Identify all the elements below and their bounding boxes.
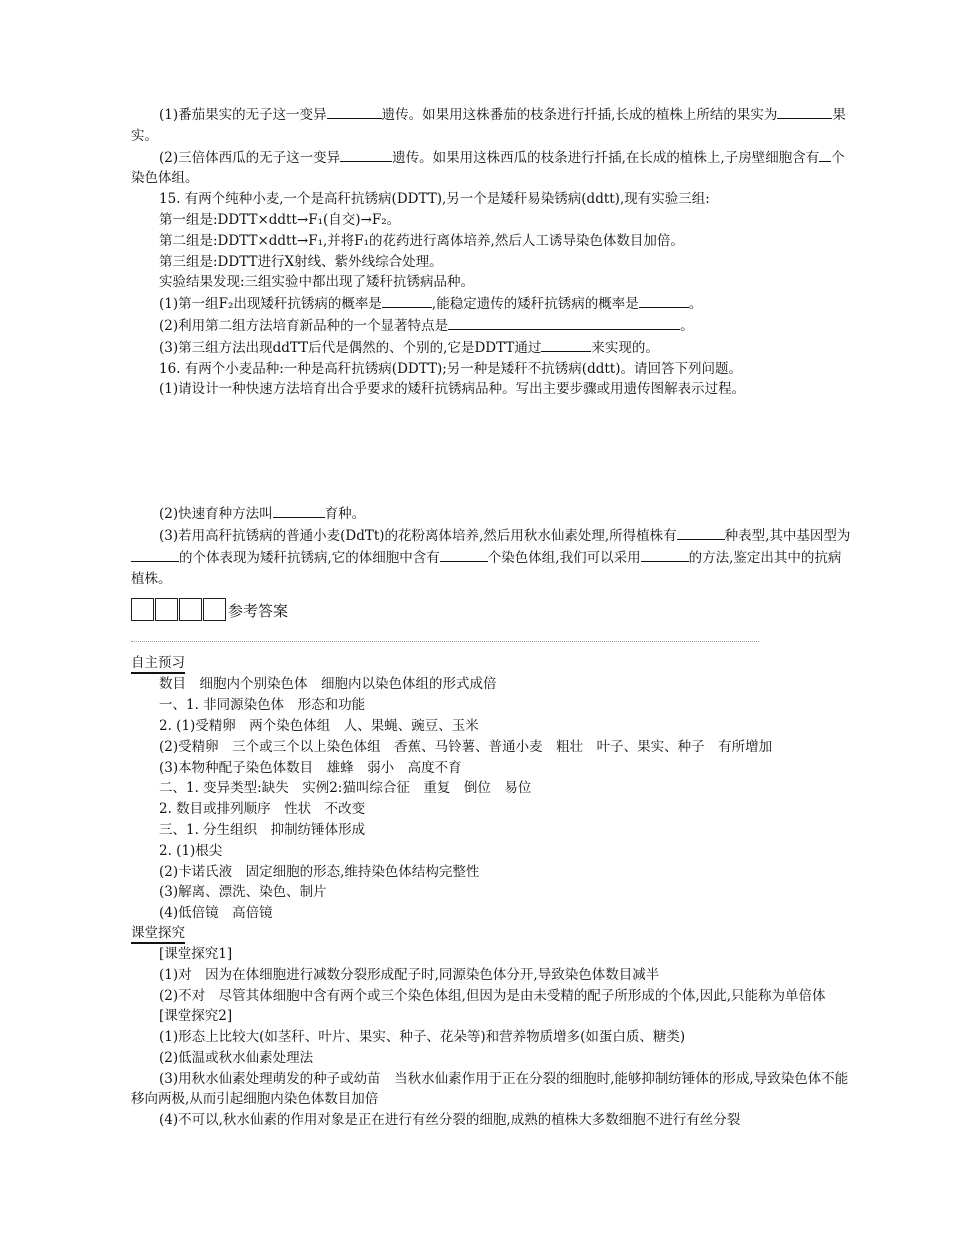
question-16-1: (1)请设计一种快速方法培育出合乎要求的矮秆抗锈病品种。写出主要步骤或用遗传图解表示过程。 [159,381,746,398]
answer-blank[interactable] [273,503,325,518]
answer-line: 二、1. 变异类型:缺失 实例2:猫叫综合征 重复 倒位 易位 [159,780,532,797]
decor-box [203,598,226,621]
question-16-intro: 16. 有两个小麦品种:一种是高秆抗锈病(DDTT);另一种是矮秆不抗锈病(ddtt)。请回答下列问题。 [159,360,742,377]
answer-line: (4)低倍镜 高倍镜 [159,905,273,922]
answer-line: (1)对 因为在体细胞进行减数分裂形成配子时,同源染色体分开,导致染色体数目减半 [159,966,660,983]
answer-line: (1)形态上比较大(如茎秆、叶片、果实、种子、花朵等)和营养物质增多(如蛋白质、糖类) [159,1029,686,1046]
answer-line: 一、1. 非同源染色体 形态和功能 [159,697,366,714]
answer-blank[interactable] [677,525,725,540]
text: 。 [688,296,703,313]
answer-line: (4)不可以,秋水仙素的作用对象是正在进行有丝分裂的细胞,成熟的植株大多数细胞不进行有丝分裂 [159,1112,741,1129]
answer-line: 数目 细胞内个别染色体 细胞内以染色体组的形式成倍 [159,676,497,693]
answer-line: 2. (1)根尖 [159,842,223,859]
section-label-preview: 自主预习 [131,654,185,674]
section-label-class-inquiry: 课堂探究 [131,924,185,944]
answer-blank[interactable] [448,315,680,330]
answer-line: (2)受精卵 三个或三个以上染色体组 香蕉、马铃薯、普通小麦 粗壮 叶子、果实、种子 有所增加 [159,738,773,755]
decor-box [155,598,178,621]
answer-blank[interactable] [541,337,591,352]
worksheet-page [131,104,853,1131]
text: (1)第一组F₂出现矮秆抗锈病的概率是 [159,296,382,313]
answer-line: (2)不对 尽管其体细胞中含有两个或三个染色体组,但因为是由未受精的配子所形成的个体,因此,只能称为单倍体 [159,987,826,1004]
text: (2)快速育种方法叫 [159,506,273,523]
text: 遗传。如果用这株西瓜的枝条进行扦插,在长成的植株上,子房壁细胞含有 [392,149,820,166]
text: 来实现的。 [591,339,659,356]
answer-blank[interactable] [641,547,689,562]
answer-line: 2. (1)受精卵 两个染色体组 人、果蝇、豌豆、玉米 [159,717,479,734]
question-15-group2: 第二组是:DDTT×ddtt→F₁,并将F₁的花药进行离体培养,然后人工诱导染色体数目加倍。 [159,232,684,249]
answer-blank[interactable] [639,293,689,308]
question-15-group3: 第三组是:DDTT进行X射线、紫外线综合处理。 [159,253,443,270]
answer-line: [课堂探究2] [159,1008,233,1025]
answer-blank[interactable] [777,104,832,119]
text: 果实。 [131,107,846,144]
answer-line: 三、1. 分生组织 抑制纺锤体形成 [159,821,366,838]
question-15-2 [131,315,853,337]
question-15-result: 实验结果发现:三组实验中都出现了矮秆抗锈病品种。 [159,274,475,291]
question-15-1 [131,293,853,315]
text: (3)第三组方法出现ddTT后代是偶然的、个别的,它是DDTT通过 [159,339,542,356]
answer-line: [课堂探究1] [159,945,233,962]
text: (2)利用第二组方法培育新品种的一个显著特点是 [159,317,449,334]
answer-line: (3)用秋水仙素处理萌发的种子或幼苗 当秋水仙素作用于正在分裂的细胞时,能够抑制纺锤体的形成,导致染色体不能移向两极,从而引起细胞内染色体数目加倍 [131,1070,849,1108]
text: 个染色体组。 [131,149,845,187]
question-15-3 [131,337,853,359]
question-14-2 [131,147,853,190]
answer-blank[interactable] [440,547,488,562]
text: 育种。 [324,506,366,523]
text: 个染色体组,我们可以采用 [487,549,641,566]
answer-line: (2)低温或秋水仙素处理法 [159,1049,314,1066]
text: (1)番茄果实的无子这一变异 [159,107,327,123]
decor-box [179,598,202,621]
answer-blank[interactable] [327,104,382,119]
answer-line: (3)解离、漂洗、染色、制片 [159,884,327,901]
answer-blank[interactable] [819,147,831,162]
text: 的个体表现为矮秆抗锈病,它的体细胞中含有 [179,549,440,566]
text: 种表型,其中基因型为 [724,527,851,544]
answer-line: (2)卡诺氏液 固定细胞的形态,维持染色体结构完整性 [159,863,480,880]
answer-blank[interactable] [131,547,179,562]
question-14-1 [131,104,853,147]
question-16-3 [131,525,853,589]
answer-line: 2. 数目或排列顺序 性状 不改变 [159,801,366,818]
text: 。 [680,317,694,334]
text: 的方法,鉴定出其中的抗病植株。 [131,549,842,587]
question-15-intro: 15. 有两个纯种小麦,一个是高秆抗锈病(DDTT),另一个是矮秆易染锈病(ddtt),现有实验三组: [159,191,710,208]
answer-section [131,642,853,1131]
answer-blank[interactable] [340,147,392,162]
answer-space[interactable] [131,400,853,503]
answer-line: (3)本物种配子染色体数目 雄蜂 弱小 高度不育 [159,759,462,776]
text: (3)若用高秆抗锈病的普通小麦(DdTt)的花粉离体培养,然后用秋水仙素处理,所得植株有 [159,527,677,544]
answer-title: 参考答案 [228,602,289,621]
text: 遗传。如果用这株番茄的枝条进行扦插,长成的植株上所结的果实为 [381,107,778,123]
text: ,能稳定遗传的矮秆抗锈病的概率是 [431,296,639,313]
decor-box [131,598,154,621]
text: (2)三倍体西瓜的无子这一变异 [159,149,341,166]
answer-header [131,598,853,621]
answer-blank[interactable] [382,293,432,308]
question-15-group1: 第一组是:DDTT×ddtt→F₁(自交)→F₂。 [159,211,401,228]
question-16-2 [131,503,853,525]
